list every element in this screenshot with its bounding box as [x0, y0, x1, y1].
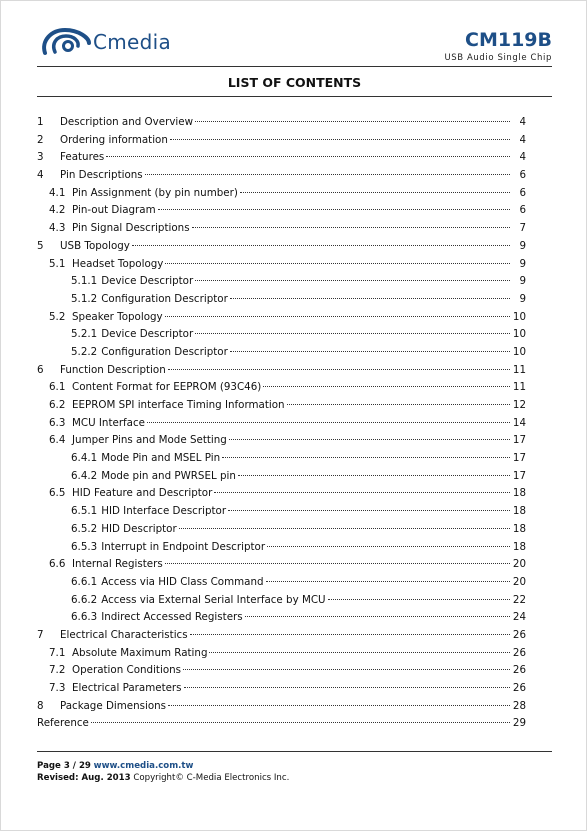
toc-entry-page: 12	[512, 399, 526, 411]
toc-entry-label: Pin Signal Descriptions	[72, 222, 190, 235]
cmedia-logo	[39, 27, 171, 57]
toc-entry-label: Mode pin and PWRSEL pin	[101, 469, 236, 482]
toc-entry-number: 6.4.1	[71, 452, 98, 465]
toc-entry-page: 4	[519, 116, 526, 128]
toc-entry-page: 26	[512, 682, 526, 694]
toc-dot-leader	[158, 197, 510, 210]
copyright-text: Copyright© C-Media Electronics Inc.	[133, 773, 290, 783]
toc-entry-label: Interrupt in Endpoint Descriptor	[101, 540, 266, 553]
toc-dot-leader	[229, 427, 510, 440]
toc-dot-leader	[147, 410, 510, 423]
toc-entry-number: 5.1	[49, 257, 66, 270]
toc-dot-leader	[168, 357, 510, 370]
website-link[interactable]: www.cmedia.com.tw	[93, 761, 194, 771]
toc-entry-label: Absolute Maximum Rating	[72, 646, 208, 659]
product-subtitle: USB Audio Single Chip	[444, 53, 552, 63]
toc-entry-page: 26	[512, 628, 526, 641]
toc-entry-label: Speaker Topology	[72, 310, 163, 323]
toc-entry-number: 4.1	[49, 186, 66, 199]
toc-entry-number: 7.1	[49, 646, 66, 659]
toc-dot-leader	[228, 498, 510, 511]
toc-entry-number: 4	[37, 169, 44, 182]
toc-entry-label: MCU Interface	[72, 416, 145, 429]
toc-entry-label: HID Feature and Descriptor	[72, 487, 213, 500]
toc-dot-leader	[168, 693, 510, 706]
toc-dot-leader	[183, 657, 510, 670]
toc-entry-number: 6.5.1	[71, 505, 98, 518]
toc-entry-page: 6	[519, 186, 526, 199]
toc-entry-label: Internal Registers	[72, 558, 163, 571]
toc-entry-number: 5	[37, 239, 44, 252]
toc-dot-leader	[195, 321, 510, 334]
toc-entry-page: 10	[512, 345, 526, 358]
toc-dot-leader	[170, 127, 510, 140]
toc-entry-page: 4	[519, 133, 526, 146]
toc-entry-page: 18	[512, 522, 526, 535]
toc-entry-label: Operation Conditions	[72, 664, 182, 677]
toc-entry-number: 5.1.2	[71, 292, 98, 305]
toc-dot-leader	[230, 286, 510, 299]
toc-entry-number: 6.2	[49, 399, 66, 411]
toc-entry-page: 17	[512, 452, 526, 465]
toc-dot-leader	[238, 463, 510, 476]
toc-entry-number: 6.4.2	[71, 469, 98, 482]
toc-entry-label: HID Interface Descriptor	[101, 505, 227, 518]
toc-entry-number: 4.3	[49, 222, 66, 235]
toc-entry-number: 6	[37, 363, 44, 376]
toc-entry-page: 17	[512, 434, 526, 447]
toc-entry-label: Access via HID Class Command	[101, 575, 264, 588]
toc-entry-page: 26	[512, 646, 526, 659]
toc-entry-label: Configuration Descriptor	[101, 345, 228, 358]
logo-text: Cmedia	[93, 30, 172, 54]
page-title: LIST OF CONTENTS	[227, 75, 362, 90]
toc-entry-label: Electrical Characteristics	[60, 628, 188, 641]
toc-entry-label: Access via External Serial Interface by MCU	[101, 593, 326, 606]
toc-entry-number: 6.3	[49, 416, 66, 429]
toc-entry-label: Pin Descriptions	[60, 169, 143, 182]
toc-dot-leader	[192, 215, 510, 228]
page-number: Page 3 / 29	[37, 761, 91, 771]
toc-entry-page: 20	[512, 558, 526, 571]
toc-entry-page: 28	[512, 699, 526, 712]
footer-divider	[37, 751, 552, 752]
toc-entry-number: 6.6	[49, 558, 66, 571]
toc-entry-label: Device Descriptor	[101, 328, 194, 341]
toc-entry-number: 6.1	[49, 381, 66, 394]
toc-dot-leader	[222, 445, 510, 458]
toc-entry-page: 18	[512, 505, 526, 518]
toc-entry-label: USB Topology	[60, 239, 130, 252]
toc-entry-label: Device Descriptor	[101, 275, 194, 288]
toc-entry-number: 1	[37, 116, 44, 128]
toc-entry-number: 6.6.1	[71, 575, 98, 588]
toc-entry-label: Electrical Parameters	[72, 682, 182, 694]
toc-entry-number: 7.3	[49, 682, 66, 694]
toc-dot-leader	[245, 604, 510, 617]
toc-entry-page: 20	[512, 575, 526, 588]
toc-dot-leader	[230, 339, 510, 352]
toc-entry-label: Jumper Pins and Mode Setting	[72, 434, 227, 447]
toc-dot-leader	[179, 516, 510, 529]
toc-entry-page: 10	[512, 328, 526, 341]
page-footer	[37, 760, 289, 784]
toc-entry-label: HID Descriptor	[101, 522, 177, 535]
toc-dot-leader	[132, 233, 510, 246]
toc-entry-number: 7.2	[49, 664, 66, 677]
toc-entry-number: 6.5	[49, 487, 66, 500]
toc-entry-label: Function Description	[60, 363, 166, 376]
toc-entry-page: 29	[512, 717, 526, 730]
toc-dot-leader	[214, 480, 510, 493]
toc-dot-leader	[91, 710, 510, 723]
toc-dot-leader	[190, 622, 510, 635]
toc-dot-leader	[106, 144, 510, 157]
toc-entry-number: 6.6.2	[71, 593, 98, 606]
toc-entry-number: 4.2	[49, 204, 66, 217]
toc-entry-label: Mode Pin and MSEL Pin	[101, 452, 221, 465]
header-divider	[37, 66, 552, 67]
toc-entry-page: 11	[512, 363, 526, 376]
toc-entry-page: 9	[519, 275, 526, 288]
toc-entry-label: Package Dimensions	[60, 699, 167, 712]
toc-entry-page: 22	[512, 593, 526, 606]
toc-dot-leader	[263, 374, 510, 387]
toc-entry-page: 6	[519, 169, 526, 182]
toc-entry-label: Ordering information	[60, 133, 168, 146]
toc-entry-page: 9	[519, 292, 526, 305]
toc-entry-number: 8	[37, 699, 44, 712]
toc-entry-label: Content Format for EEPROM (93C46)	[72, 381, 262, 394]
toc-entry-page: 4	[519, 151, 526, 164]
table-of-contents	[37, 112, 526, 731]
toc-entry-number: 7	[37, 628, 44, 641]
toc-dot-leader	[165, 304, 510, 317]
toc-dot-leader	[328, 587, 510, 600]
toc-entry-page: 26	[512, 664, 526, 677]
toc-entry-label: EEPROM SPI interface Timing Information	[72, 399, 285, 411]
toc-dot-leader	[195, 109, 510, 122]
toc-entry-page: 11	[512, 381, 526, 394]
toc-entry-page: 9	[519, 257, 526, 270]
toc-entry-page: 18	[512, 487, 526, 500]
toc-entry-number: 6.4	[49, 434, 66, 447]
toc-entry-number: 6.5.2	[71, 522, 98, 535]
toc-entry-label: Configuration Descriptor	[101, 292, 228, 305]
toc-entry-number: 6.5.3	[71, 540, 98, 553]
cmedia-swirl-icon	[39, 27, 91, 57]
toc-entry-page: 10	[512, 310, 526, 323]
toc-entry-page: 9	[519, 239, 526, 252]
toc-dot-leader	[165, 551, 510, 564]
toc-entry-label: Reference	[37, 717, 89, 730]
toc-dot-leader	[240, 180, 510, 193]
toc-entry-page: 6	[519, 204, 526, 217]
toc-entry-number: 5.1.1	[71, 275, 98, 288]
toc-entry-page: 7	[519, 222, 526, 235]
toc-entry-page: 24	[512, 611, 526, 624]
toc-entry-page: 17	[512, 469, 526, 482]
toc-entry-number: 5.2	[49, 310, 66, 323]
toc-entry-label: Description and Overview	[60, 116, 194, 128]
toc-entry-number: 5.2.2	[71, 345, 98, 358]
product-name: CM119B	[465, 29, 552, 51]
toc-entry-label: Headset Topology	[72, 257, 164, 270]
toc-dot-leader	[184, 675, 510, 688]
toc-entry-label: Features	[60, 151, 105, 164]
toc-dot-leader	[267, 534, 510, 547]
toc-dot-leader	[287, 392, 510, 405]
toc-entry-label: Indirect Accessed Registers	[101, 611, 243, 624]
toc-entry-page: 14	[512, 416, 526, 429]
revision-date: Revised: Aug. 2013	[37, 773, 131, 783]
title-divider	[37, 96, 552, 97]
toc-entry-label: Pin-out Diagram	[72, 204, 156, 217]
toc-dot-leader	[195, 268, 510, 281]
toc-dot-leader	[145, 162, 510, 175]
toc-entry-number: 3	[37, 151, 44, 164]
toc-dot-leader	[266, 569, 510, 582]
toc-entry-number: 5.2.1	[71, 328, 98, 341]
toc-entry-number: 2	[37, 133, 44, 146]
toc-dot-leader	[165, 251, 510, 264]
toc-entry-label: Pin Assignment (by pin number)	[72, 186, 238, 199]
toc-dot-leader	[209, 640, 510, 653]
toc-entry-page: 18	[512, 540, 526, 553]
toc-entry-number: 6.6.3	[71, 611, 98, 624]
toc-entry[interactable]	[37, 713, 526, 731]
